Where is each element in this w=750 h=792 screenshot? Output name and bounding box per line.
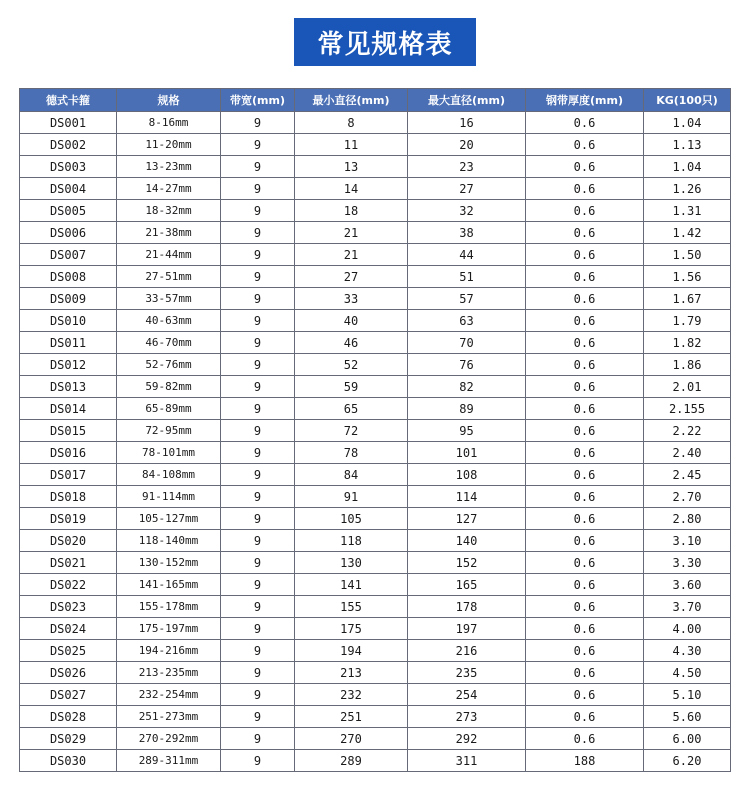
band-width-cell: 9 (221, 200, 295, 222)
min-diameter-cell: 13 (295, 156, 408, 178)
table-row (20, 134, 731, 156)
band-width-cell: 9 (221, 376, 295, 398)
table-row (20, 596, 731, 618)
thickness-cell: 0.6 (526, 530, 644, 552)
weight-cell: 2.45 (644, 464, 731, 486)
weight-cell: 4.00 (644, 618, 731, 640)
min-diameter-cell: 40 (295, 310, 408, 332)
max-diameter-cell: 38 (408, 222, 526, 244)
spec-cell: 175-197mm (117, 618, 221, 640)
model-cell: DS008 (20, 266, 117, 288)
table-row (20, 706, 731, 728)
table-row (20, 310, 731, 332)
model-cell: DS012 (20, 354, 117, 376)
band-width-cell: 9 (221, 508, 295, 530)
spec-cell: 194-216mm (117, 640, 221, 662)
weight-cell: 2.01 (644, 376, 731, 398)
weight-cell: 3.30 (644, 552, 731, 574)
min-diameter-cell: 11 (295, 134, 408, 156)
spec-cell: 27-51mm (117, 266, 221, 288)
model-cell: DS019 (20, 508, 117, 530)
table-row (20, 640, 731, 662)
weight-cell: 4.50 (644, 662, 731, 684)
band-width-cell: 9 (221, 464, 295, 486)
max-diameter-cell: 51 (408, 266, 526, 288)
header-model: 德式卡箍 (20, 89, 117, 112)
weight-cell: 2.22 (644, 420, 731, 442)
thickness-cell: 0.6 (526, 486, 644, 508)
weight-cell: 1.50 (644, 244, 731, 266)
thickness-cell: 0.6 (526, 552, 644, 574)
spec-cell: 13-23mm (117, 156, 221, 178)
spec-cell: 65-89mm (117, 398, 221, 420)
table-row (20, 266, 731, 288)
max-diameter-cell: 114 (408, 486, 526, 508)
band-width-cell: 9 (221, 728, 295, 750)
min-diameter-cell: 105 (295, 508, 408, 530)
weight-cell: 1.79 (644, 310, 731, 332)
spec-cell: 33-57mm (117, 288, 221, 310)
band-width-cell: 9 (221, 156, 295, 178)
model-cell: DS030 (20, 750, 117, 772)
weight-cell: 5.10 (644, 684, 731, 706)
model-cell: DS021 (20, 552, 117, 574)
min-diameter-cell: 33 (295, 288, 408, 310)
table-row (20, 530, 731, 552)
max-diameter-cell: 23 (408, 156, 526, 178)
max-diameter-cell: 292 (408, 728, 526, 750)
header-min-diameter: 最小直径(mm) (295, 89, 408, 112)
table-row (20, 222, 731, 244)
header-row (20, 89, 731, 112)
max-diameter-cell: 70 (408, 332, 526, 354)
table-row (20, 332, 731, 354)
band-width-cell: 9 (221, 354, 295, 376)
max-diameter-cell: 27 (408, 178, 526, 200)
max-diameter-cell: 20 (408, 134, 526, 156)
min-diameter-cell: 194 (295, 640, 408, 662)
min-diameter-cell: 21 (295, 244, 408, 266)
thickness-cell: 0.6 (526, 596, 644, 618)
spec-cell: 59-82mm (117, 376, 221, 398)
spec-cell: 289-311mm (117, 750, 221, 772)
thickness-cell: 0.6 (526, 706, 644, 728)
min-diameter-cell: 27 (295, 266, 408, 288)
table-row (20, 728, 731, 750)
min-diameter-cell: 289 (295, 750, 408, 772)
thickness-cell: 188 (526, 750, 644, 772)
max-diameter-cell: 235 (408, 662, 526, 684)
weight-cell: 3.10 (644, 530, 731, 552)
band-width-cell: 9 (221, 266, 295, 288)
table-row (20, 156, 731, 178)
band-width-cell: 9 (221, 640, 295, 662)
min-diameter-cell: 21 (295, 222, 408, 244)
table-row (20, 288, 731, 310)
thickness-cell: 0.6 (526, 662, 644, 684)
band-width-cell: 9 (221, 750, 295, 772)
table-row (20, 200, 731, 222)
model-cell: DS016 (20, 442, 117, 464)
thickness-cell: 0.6 (526, 244, 644, 266)
table-row (20, 464, 731, 486)
min-diameter-cell: 232 (295, 684, 408, 706)
min-diameter-cell: 118 (295, 530, 408, 552)
spec-cell: 21-44mm (117, 244, 221, 266)
thickness-cell: 0.6 (526, 420, 644, 442)
band-width-cell: 9 (221, 178, 295, 200)
band-width-cell: 9 (221, 618, 295, 640)
table-row (20, 662, 731, 684)
min-diameter-cell: 46 (295, 332, 408, 354)
thickness-cell: 0.6 (526, 728, 644, 750)
model-cell: DS022 (20, 574, 117, 596)
weight-cell: 3.60 (644, 574, 731, 596)
weight-cell: 1.67 (644, 288, 731, 310)
band-width-cell: 9 (221, 596, 295, 618)
band-width-cell: 9 (221, 662, 295, 684)
thickness-cell: 0.6 (526, 640, 644, 662)
spec-cell: 118-140mm (117, 530, 221, 552)
model-cell: DS003 (20, 156, 117, 178)
band-width-cell: 9 (221, 530, 295, 552)
max-diameter-cell: 178 (408, 596, 526, 618)
weight-cell: 6.00 (644, 728, 731, 750)
thickness-cell: 0.6 (526, 178, 644, 200)
band-width-cell: 9 (221, 244, 295, 266)
model-cell: DS026 (20, 662, 117, 684)
spec-cell: 155-178mm (117, 596, 221, 618)
model-cell: DS015 (20, 420, 117, 442)
spec-cell: 18-32mm (117, 200, 221, 222)
min-diameter-cell: 8 (295, 112, 408, 134)
weight-cell: 1.13 (644, 134, 731, 156)
max-diameter-cell: 273 (408, 706, 526, 728)
band-width-cell: 9 (221, 486, 295, 508)
band-width-cell: 9 (221, 222, 295, 244)
min-diameter-cell: 91 (295, 486, 408, 508)
spec-cell: 105-127mm (117, 508, 221, 530)
max-diameter-cell: 311 (408, 750, 526, 772)
min-diameter-cell: 155 (295, 596, 408, 618)
thickness-cell: 0.6 (526, 156, 644, 178)
band-width-cell: 9 (221, 332, 295, 354)
spec-cell: 213-235mm (117, 662, 221, 684)
table-row (20, 684, 731, 706)
table-row (20, 178, 731, 200)
spec-cell: 251-273mm (117, 706, 221, 728)
table-row (20, 486, 731, 508)
max-diameter-cell: 89 (408, 398, 526, 420)
weight-cell: 1.42 (644, 222, 731, 244)
table-row (20, 574, 731, 596)
model-cell: DS017 (20, 464, 117, 486)
max-diameter-cell: 44 (408, 244, 526, 266)
model-cell: DS029 (20, 728, 117, 750)
weight-cell: 1.04 (644, 112, 731, 134)
model-cell: DS027 (20, 684, 117, 706)
thickness-cell: 0.6 (526, 618, 644, 640)
table-row (20, 354, 731, 376)
table-body (20, 112, 731, 772)
model-cell: DS010 (20, 310, 117, 332)
spec-cell: 84-108mm (117, 464, 221, 486)
min-diameter-cell: 59 (295, 376, 408, 398)
min-diameter-cell: 270 (295, 728, 408, 750)
spec-cell: 130-152mm (117, 552, 221, 574)
weight-cell: 2.70 (644, 486, 731, 508)
max-diameter-cell: 165 (408, 574, 526, 596)
thickness-cell: 0.6 (526, 398, 644, 420)
band-width-cell: 9 (221, 288, 295, 310)
max-diameter-cell: 32 (408, 200, 526, 222)
model-cell: DS028 (20, 706, 117, 728)
thickness-cell: 0.6 (526, 200, 644, 222)
band-width-cell: 9 (221, 574, 295, 596)
model-cell: DS018 (20, 486, 117, 508)
model-cell: DS020 (20, 530, 117, 552)
band-width-cell: 9 (221, 398, 295, 420)
band-width-cell: 9 (221, 112, 295, 134)
max-diameter-cell: 63 (408, 310, 526, 332)
min-diameter-cell: 84 (295, 464, 408, 486)
max-diameter-cell: 127 (408, 508, 526, 530)
weight-cell: 2.40 (644, 442, 731, 464)
model-cell: DS007 (20, 244, 117, 266)
thickness-cell: 0.6 (526, 574, 644, 596)
weight-cell: 2.80 (644, 508, 731, 530)
thickness-cell: 0.6 (526, 332, 644, 354)
table-row (20, 552, 731, 574)
spec-cell: 46-70mm (117, 332, 221, 354)
band-width-cell: 9 (221, 684, 295, 706)
weight-cell: 1.56 (644, 266, 731, 288)
thickness-cell: 0.6 (526, 376, 644, 398)
spec-cell: 72-95mm (117, 420, 221, 442)
header-max-diameter: 最大直径(mm) (408, 89, 526, 112)
thickness-cell: 0.6 (526, 310, 644, 332)
weight-cell: 1.26 (644, 178, 731, 200)
header-thickness: 钢带厚度(mm) (526, 89, 644, 112)
model-cell: DS014 (20, 398, 117, 420)
max-diameter-cell: 95 (408, 420, 526, 442)
min-diameter-cell: 213 (295, 662, 408, 684)
min-diameter-cell: 130 (295, 552, 408, 574)
table-row (20, 420, 731, 442)
model-cell: DS009 (20, 288, 117, 310)
spec-cell: 141-165mm (117, 574, 221, 596)
thickness-cell: 0.6 (526, 266, 644, 288)
model-cell: DS006 (20, 222, 117, 244)
table-row (20, 442, 731, 464)
spec-table (19, 88, 731, 772)
weight-cell: 1.86 (644, 354, 731, 376)
table-row (20, 508, 731, 530)
table-row (20, 376, 731, 398)
model-cell: DS024 (20, 618, 117, 640)
spec-cell: 232-254mm (117, 684, 221, 706)
spec-cell: 40-63mm (117, 310, 221, 332)
max-diameter-cell: 108 (408, 464, 526, 486)
header-weight: KG(100只) (644, 89, 731, 112)
max-diameter-cell: 216 (408, 640, 526, 662)
max-diameter-cell: 57 (408, 288, 526, 310)
weight-cell: 4.30 (644, 640, 731, 662)
max-diameter-cell: 140 (408, 530, 526, 552)
max-diameter-cell: 76 (408, 354, 526, 376)
band-width-cell: 9 (221, 442, 295, 464)
weight-cell: 1.82 (644, 332, 731, 354)
header-spec: 规格 (117, 89, 221, 112)
min-diameter-cell: 175 (295, 618, 408, 640)
min-diameter-cell: 251 (295, 706, 408, 728)
model-cell: DS023 (20, 596, 117, 618)
title-area (0, 0, 750, 80)
model-cell: DS025 (20, 640, 117, 662)
table-row (20, 398, 731, 420)
model-cell: DS011 (20, 332, 117, 354)
spec-cell: 78-101mm (117, 442, 221, 464)
spec-cell: 14-27mm (117, 178, 221, 200)
thickness-cell: 0.6 (526, 464, 644, 486)
band-width-cell: 9 (221, 552, 295, 574)
thickness-cell: 0.6 (526, 134, 644, 156)
max-diameter-cell: 101 (408, 442, 526, 464)
table-row (20, 750, 731, 772)
model-cell: DS013 (20, 376, 117, 398)
band-width-cell: 9 (221, 420, 295, 442)
thickness-cell: 0.6 (526, 288, 644, 310)
spec-cell: 8-16mm (117, 112, 221, 134)
min-diameter-cell: 78 (295, 442, 408, 464)
band-width-cell: 9 (221, 706, 295, 728)
min-diameter-cell: 141 (295, 574, 408, 596)
table-row (20, 244, 731, 266)
spec-cell: 52-76mm (117, 354, 221, 376)
max-diameter-cell: 152 (408, 552, 526, 574)
weight-cell: 6.20 (644, 750, 731, 772)
weight-cell: 1.04 (644, 156, 731, 178)
spec-cell: 91-114mm (117, 486, 221, 508)
table-row (20, 618, 731, 640)
min-diameter-cell: 52 (295, 354, 408, 376)
spec-cell: 270-292mm (117, 728, 221, 750)
weight-cell: 3.70 (644, 596, 731, 618)
spec-cell: 21-38mm (117, 222, 221, 244)
band-width-cell: 9 (221, 310, 295, 332)
thickness-cell: 0.6 (526, 508, 644, 530)
weight-cell: 2.155 (644, 398, 731, 420)
table-row (20, 112, 731, 134)
thickness-cell: 0.6 (526, 112, 644, 134)
page-title: 常见规格表 (294, 18, 476, 66)
weight-cell: 1.31 (644, 200, 731, 222)
header-band-width: 带宽(mm) (221, 89, 295, 112)
thickness-cell: 0.6 (526, 354, 644, 376)
min-diameter-cell: 14 (295, 178, 408, 200)
min-diameter-cell: 72 (295, 420, 408, 442)
max-diameter-cell: 197 (408, 618, 526, 640)
min-diameter-cell: 65 (295, 398, 408, 420)
thickness-cell: 0.6 (526, 222, 644, 244)
max-diameter-cell: 254 (408, 684, 526, 706)
thickness-cell: 0.6 (526, 442, 644, 464)
weight-cell: 5.60 (644, 706, 731, 728)
thickness-cell: 0.6 (526, 684, 644, 706)
model-cell: DS004 (20, 178, 117, 200)
model-cell: DS005 (20, 200, 117, 222)
min-diameter-cell: 18 (295, 200, 408, 222)
max-diameter-cell: 16 (408, 112, 526, 134)
model-cell: DS001 (20, 112, 117, 134)
band-width-cell: 9 (221, 134, 295, 156)
spec-cell: 11-20mm (117, 134, 221, 156)
model-cell: DS002 (20, 134, 117, 156)
max-diameter-cell: 82 (408, 376, 526, 398)
